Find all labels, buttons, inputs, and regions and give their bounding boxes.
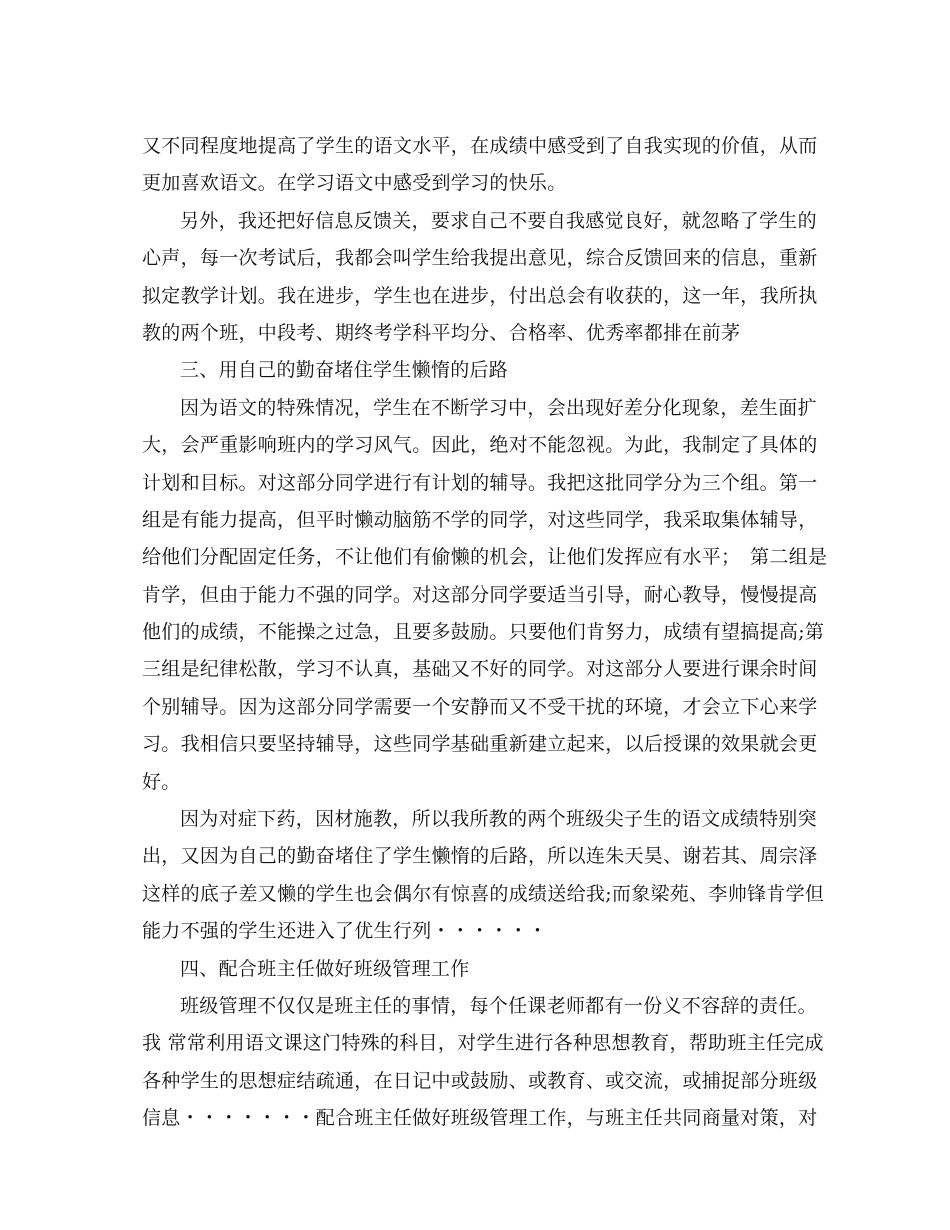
paragraph-results: [142, 801, 825, 951]
text-line: 出，又因为自己的勤奋堵住了学生懒惰的后路，所以连朱天昊、谢若其、周宗泽: [142, 845, 818, 868]
text-line: 三组是纪律松散，学习不认真，基础又不好的同学。对这部分人要进行课余时间: [142, 658, 818, 681]
text-line: 这样的底子差又懒的学生也会偶尔有惊喜的成绩送给我;而象梁苑、李帅锋肯学但: [142, 882, 825, 905]
heading-text: 四、配合班主任做好班级管理工作: [180, 957, 470, 980]
text-line: 心声，每一次考试后，我都会叫学生给我提出意见，综合反馈回来的信息，重新: [142, 247, 818, 270]
text-line: 我 常常利用语文课这门特殊的科目，对学生进行各种思想教育，帮助班主任完成: [142, 1032, 824, 1055]
text-line: 肯学，但由于能力不强的同学。对这部分同学要适当引导，耐心教导，慢慢提高: [142, 583, 818, 606]
paragraph-feedback: [142, 203, 818, 353]
text-line: 班级管理不仅仅是班主任的事情，每个任课老师都有一份义不容辞的责任。: [180, 994, 817, 1017]
text-line: 大，会严重影响班内的学习风气。因此，绝对不能忽视。为此，我制定了具体的: [142, 434, 818, 457]
text-line: 因为对症下药，因材施教，所以我所教的两个班级尖子生的语文成绩特别突: [180, 808, 817, 831]
text-line: 因为语文的特殊情况，学生在不断学习中，会出现好差分化现象，差生面扩: [180, 396, 817, 419]
section-heading-4: [142, 951, 812, 988]
text-line: 拟定教学计划。我在进步，学生也在进步，付出总会有收获的，这一年，我所执: [142, 284, 818, 307]
text-line: 习。我相信只要坚持辅导，这些同学基础重新建立起来，以后授课的效果就会更: [142, 733, 818, 756]
text-line: 更加喜欢语文。在学习语文中感受到学习的快乐。: [142, 172, 567, 195]
paragraph-class-management: [142, 988, 824, 1138]
text-line: 好。: [142, 770, 181, 793]
text-line: 另外，我还把好信息反馈关，要求自己不要自我感觉良好，就忽略了学生的: [180, 209, 817, 232]
text-line: 各种学生的思想症结疏通，在日记中或鼓励、或教育、或交流，或捕捉部分班级: [142, 1069, 818, 1092]
text-line: 教的两个班，中段考、期终考学科平均分、合格率、优秀率都排在前茅: [142, 321, 741, 344]
text-line: 他们的成绩，不能操之过急，且要多鼓励。只要他们肯努力，成绩有望搞提高;第: [142, 621, 825, 644]
text-line: 信息・・・・・・・配合班主任做好班级管理工作，与班主任共同商量对策，对: [142, 1107, 818, 1130]
text-line: 又不同程度地提高了学生的语文水平，在成绩中感受到了自我实现的价值，从而: [142, 135, 818, 157]
document-page: [142, 128, 828, 1138]
text-line: 计划和目标。对这部分同学进行有计划的辅导。我把这批同学分为三个组。第一: [142, 471, 818, 494]
text-line: 组是有能力提高，但平时懒动脑筋不学的同学，对这些同学，我采取集体辅导，: [142, 508, 818, 531]
text-line: 个别辅导。因为这部分同学需要一个安静而又不受干扰的环境，才会立下心来学: [142, 695, 818, 718]
text-line: 能力不强的学生还进入了优生行列・・・・・・: [142, 920, 548, 943]
text-line: 给他们分配固定任务，不让他们有偷懒的机会，让他们发挥应有水平； 第二组是: [142, 546, 828, 569]
heading-text: 三、用自己的勤奋堵住学生懒惰的后路: [180, 359, 509, 382]
paragraph-continuation: [142, 128, 818, 203]
paragraph-tutoring: [142, 390, 828, 801]
section-heading-3: [142, 352, 812, 389]
